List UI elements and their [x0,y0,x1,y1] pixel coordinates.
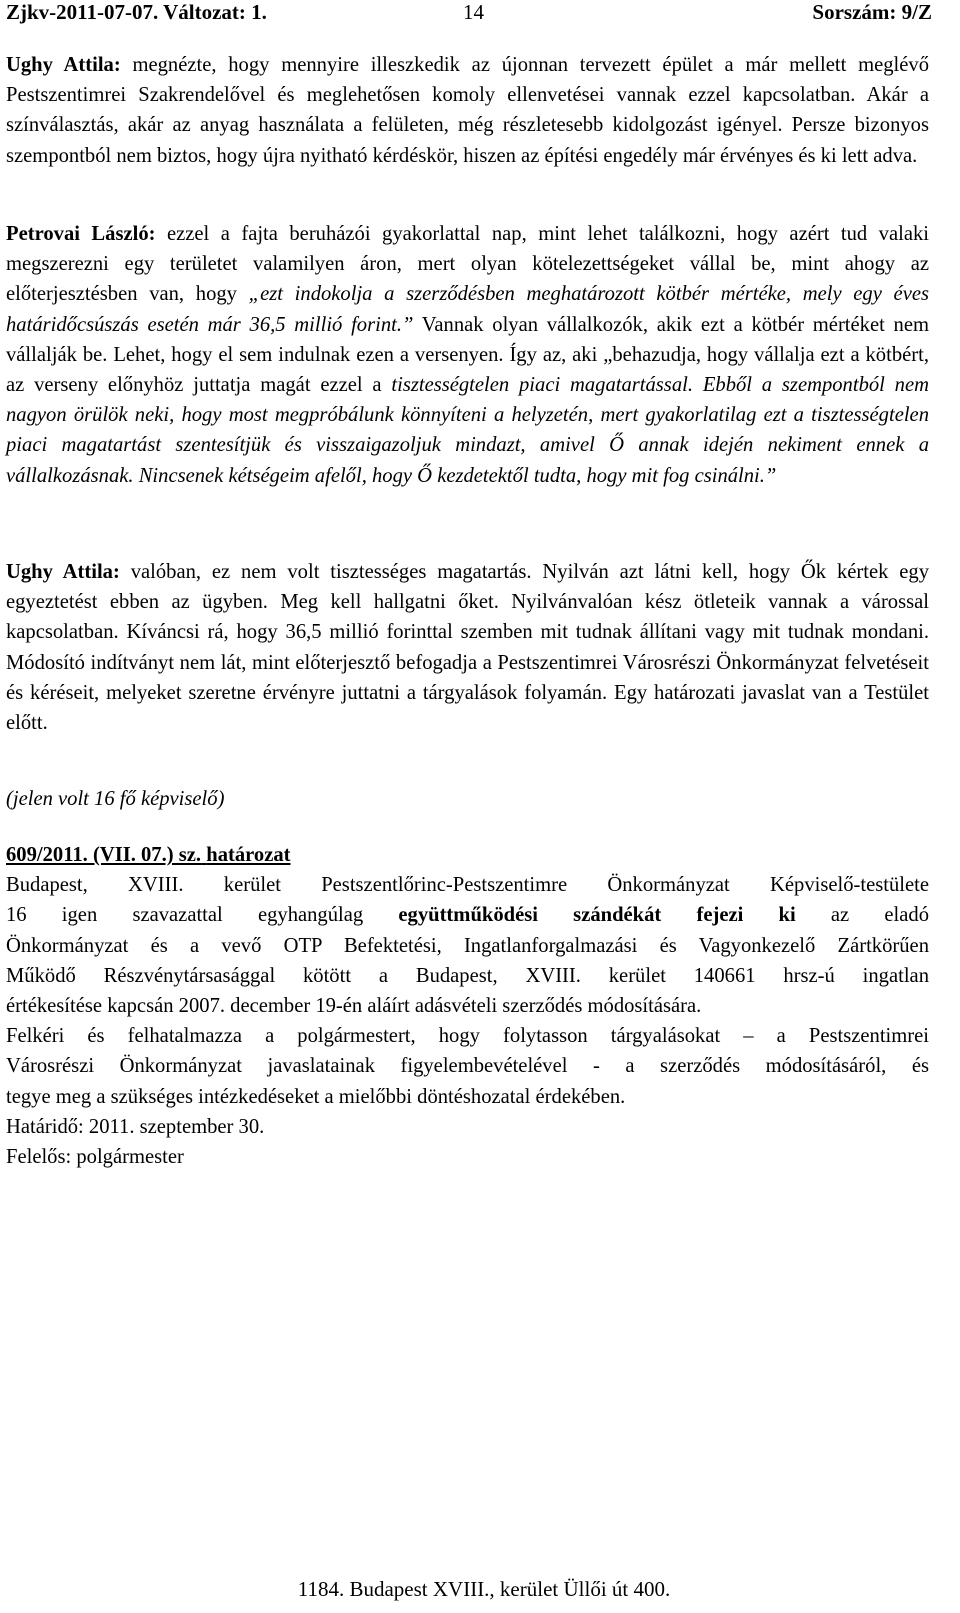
resolution-line: Önkormányzat és a vevő OTP Befektetési, Ingatlanforgalmazási és Vagyonkezelő Zártkörűen [6,934,929,957]
paragraph-text: megnézte, hogy mennyire illeszkedik az újonnan tervezett épület a már mellett meglévő Pestszentimrei Szakrendelővel és meglehetősen komoly ellenvetései vannak ezzel kapcsolatban. Akár a színválasztás, akár az anyag használata a felületen, még részletesebb kidolgozást igényel. Persze bizonyos szempontból nem biztos, hogy újra nyitható kérdéskör, hiszen az építési engedély már érvényes és ki lett adva. [6,54,929,167]
paragraph-text [693,374,703,396]
paragraph-petrovai [6,219,929,491]
resolution-line: Városrészi Önkormányzat javaslatainak figyelembevételével - a szerződés módosításáról, és [6,1055,929,1078]
resolution-line: Budapest, XVIII. kerület Pestszentlőrinc-Pestszentimre Önkormányzat Képviselő-testülete [6,874,929,897]
resolution-line: 16 igen szavazattal egyhangúlag együttműködési szándékát fejezi ki az eladó [6,904,929,927]
serial-number: Sorszám: 9/Z [812,0,932,24]
resolution-block [6,840,929,1172]
paragraph-ughy-1 [6,50,929,171]
attendance-note: (jelen volt 16 fő képviselő) [6,788,225,810]
footer-address: 1184. Budapest XVIII., kerület Üllői út 400. [297,1577,671,1601]
quote-text: „ezt indokolja a szerződésben meghatározott kötbér mértéke, mely egy éves határidőcsúszás esetén már 36,5 millió forint.” [6,283,929,336]
paragraph-text: valóban, ez nem volt tisztességes magatartás. Nyilván azt látni kell, hogy Ők kértek egy egyeztetést ebben az ügyben. Meg kell hallgatni őket. Nyilvánvalóan kész ötleteik vannak a várossal kapcsolatban. Kíváncsi rá, hogy 36,5 millió forinttal szemben mit tudnak állítani vagy mit tudnak mondani. Módosító indítványt nem lát, mint előterjesztő befogadja a Pestszentimrei Városrészi Önkormányzat felvetéseit és kéréseit, melyeket szeretne érvényre juttatni a tárgyalások folyamán. Egy határozati javaslat van a Testület előtt. [6,561,929,735]
paragraph-ughy-2 [6,557,929,738]
page-number: 14 [463,0,484,24]
speaker-name: Petrovai László: [6,223,156,245]
resolution-line: Felkéri és felhatalmazza a polgármestert, hogy folytasson tárgyalásokat – a Pestszentimrei [6,1025,929,1048]
resolution-line: tegye meg a szükséges intézkedéseket a mielőbbi döntéshozatal érdekében. [6,1085,626,1108]
page-header [6,0,932,34]
italic-text: tisztességtelen piaci magatartással. [391,374,693,397]
resolution-line: értékesítése kapcsán 2007. december 19-én aláírt adásvételi szerződés módosítására. [6,994,702,1017]
speaker-name: Ughy Attila: [6,561,120,583]
paragraph-text: Vannak olyan vállalkozók, akik ezt a kötbér mértéket nem vállalják be. Lehet, hogy el sem indulnak ezen a versenyen. Így az, aki „behazudja, hogy vállalja ezt a kötbért, az verseny előnyhöz juttatja magát ezzel a [6,313,929,397]
paragraph-text: ezzel a fajta beruházói gyakorlattal nap, mint lehet találkozni, hogy azért tud valaki megszerezni egy területet valamilyen áron, mert olyan kötelezettségeket vállal be, mint ahogy az előterjesztésben van, hogy [6,223,930,306]
italic-text: Ebből a szempontból nem nagyon örülök neki, hogy most megpróbálunk könnyíteni a helyzetén, mert gyakorlatilag ezt a tisztességtelen piaci magatartást szentesítjük és visszaigazoljuk mindazt, amivel Ő annak idején nekiment ennek a vállalkozásnak. Nincsenek kétségeim afelől, hogy Ő kezdetektől tudta, hogy mit fog csinálni.” [6,374,929,487]
document-id: Zjkv-2011-07-07. Változat: 1. [6,0,267,24]
resolution-responsible: Felelős: polgármester [6,1145,184,1168]
resolution-deadline: Határidő: 2011. szeptember 30. [6,1115,265,1138]
page-footer [0,1577,960,1602]
resolution-title: 609/2011. (VII. 07.) sz. határozat [6,844,291,866]
speaker-name: Ughy Attila: [6,54,121,76]
resolution-line: Működő Részvénytársasággal kötött a Budapest, XVIII. kerület 140661 hrsz-ú ingatlan [6,964,929,987]
